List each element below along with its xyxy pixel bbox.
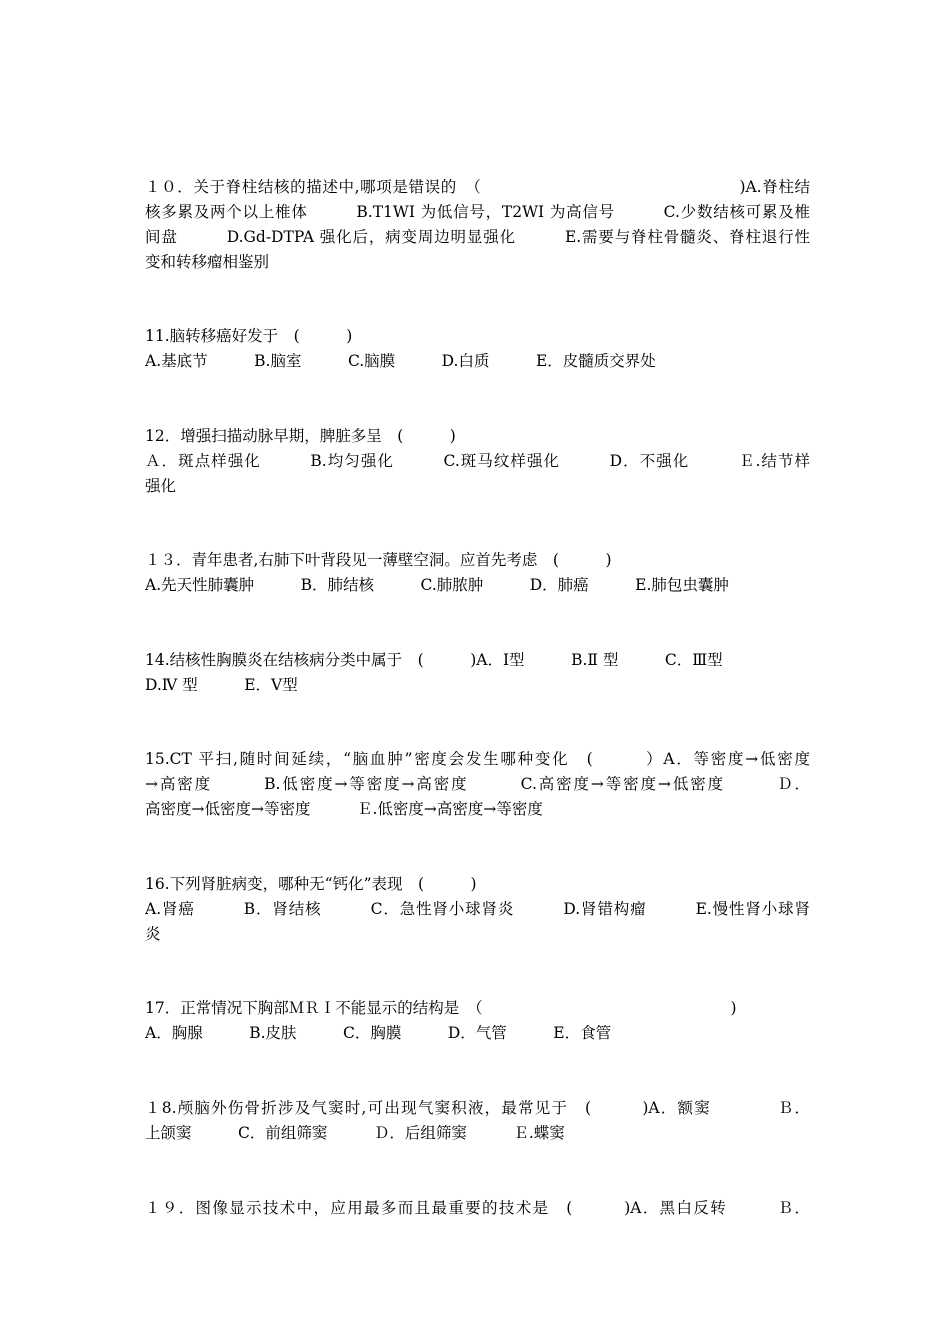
question-line: A.肾癌 B．肾结核 C．急性肾小球肾炎 D.肾错构瘤 E.慢性肾小球肾 — [145, 900, 810, 918]
question-19 — [145, 1196, 810, 1221]
question-10 — [145, 175, 810, 275]
question-18 — [145, 1096, 810, 1146]
question-line: １０．关于脊柱结核的描述中,哪项是错误的 （ )A.脊柱结 — [145, 178, 810, 196]
question-line: 15.CT 平扫,随时间延续，“脑血肿”密度会发生哪种变化 ( ）A．等密度→低密度 — [145, 750, 810, 768]
question-line: 12．增强扫描动脉早期，脾脏多呈 ( ) — [145, 427, 456, 445]
question-line: １９．图像显示技术中，应用最多而且最重要的技术是 ( )A．黑白反转 Ｂ． — [145, 1199, 810, 1217]
question-line: A.先天性肺囊肿 B．肺结核 C.肺脓肿 D．肺癌 E.肺包虫囊肿 — [145, 576, 729, 594]
question-line: 变和转移瘤相鉴别 — [145, 253, 270, 271]
question-line: →高密度 B.低密度→等密度→高密度 C.高密度→等密度→低密度 Ｄ． — [145, 775, 810, 793]
question-line: A.基底节 B.脑室 C.脑膜 D.白质 E．皮髓质交界处 — [145, 352, 656, 370]
question-line: 炎 — [145, 925, 161, 943]
question-15 — [145, 747, 810, 822]
question-line: 14.结核性胸膜炎在结核病分类中属于 ( )A．Ⅰ型 B.Ⅱ 型 C．Ⅲ型 — [145, 651, 723, 669]
question-line: 核多累及两个以上椎体 B.T1WI 为低信号，T2WI 为高信号 C.少数结核可累及椎 — [145, 203, 810, 221]
question-11 — [145, 324, 810, 374]
question-line: 17．正常情况下胸部ＭＲＩ不能显示的结构是 （ ) — [145, 999, 737, 1017]
question-16 — [145, 872, 810, 947]
question-line: Ａ．斑点样强化 B.均匀强化 C.斑马纹样强化 D．不强化 Ｅ.结节样 — [145, 452, 810, 470]
question-13 — [145, 548, 810, 598]
question-line: A．胸腺 B.皮肤 C．胸膜 D．气管 E．食管 — [145, 1024, 612, 1042]
question-line: 强化 — [145, 477, 177, 495]
question-12 — [145, 424, 810, 499]
question-line: 高密度→低密度→等密度 Ｅ.低密度→高密度→等密度 — [145, 800, 543, 818]
question-line: １３．青年患者,右肺下叶背段见一薄壁空洞。应首先考虑 ( ) — [145, 551, 612, 569]
question-line: 11.脑转移癌好发于 ( ) — [145, 327, 353, 345]
question-line: 间盘 D.Gd-DTPA 强化后，病变周边明显强化 E.需要与脊柱骨髓炎、脊柱退行性 — [145, 228, 810, 246]
question-line: １8.颅脑外伤骨折涉及气窦时,可出现气窦积液，最常见于 ( )A．额窦 Ｂ． — [145, 1099, 810, 1117]
question-line: D.Ⅳ 型 E．Ⅴ型 — [145, 676, 298, 694]
question-line: 16.下列肾脏病变，哪种无“钙化”表现 ( ) — [145, 875, 477, 893]
question-14 — [145, 648, 810, 698]
question-line: 上颌窦 C．前组筛窦 Ｄ．后组筛窦 Ｅ.蝶窦 — [145, 1124, 565, 1142]
question-17 — [145, 996, 810, 1046]
